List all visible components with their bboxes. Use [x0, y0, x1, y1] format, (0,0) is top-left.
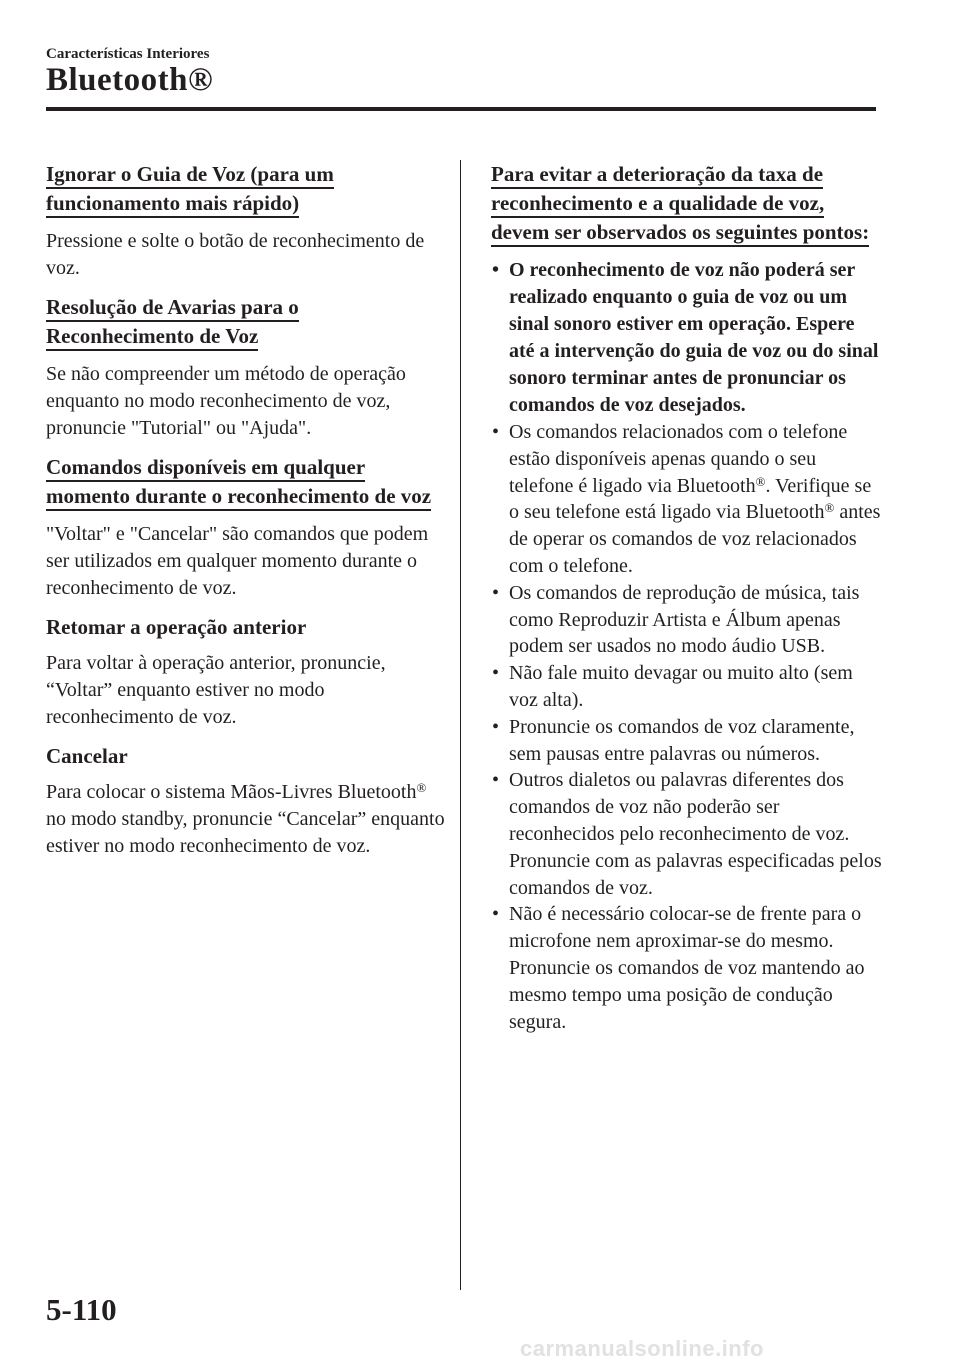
registered-mark: ® [755, 473, 766, 489]
list-item: • Outros dialetos ou palavras diferentes dos comandos de voz não poderão ser reconhecidos pelo reconhecimento de voz. Pronuncie com as palavras especificadas pelos comandos de voz. [492, 769, 882, 899]
cancel-heading: Cancelar [46, 744, 128, 768]
go-back-heading: Retomar a operação anterior [46, 615, 307, 639]
watermark: carmanualsonline.info [520, 1336, 764, 1361]
list-item: • O reconhecimento de voz não poderá ser realizado enquanto o guia de voz ou um sinal sonoro estiver em operação. Espere até a intervenção do guia de voz ou do sinal sonoro terminar antes de pronunciar os comandos de voz desejados. [492, 259, 879, 416]
list-item: • Pronuncie os comandos de voz claramente, sem pausas entre palavras ou números. [492, 715, 855, 765]
skip-voice-guide-heading: Ignorar o Guia de Voz (para um funcionamento mais rápido) [46, 160, 448, 218]
list-item: • Os comandos de reprodução de música, tais como Reproduzir Artista e Álbum apenas podem ser usados no modo áudio USB. [492, 581, 860, 658]
recognition-tips-heading: Para evitar a deterioração da taxa de reconhecimento e a qualidade de voz, devem ser observados os seguintes pontos: [491, 160, 883, 247]
bullet-icon: • [492, 903, 500, 926]
title-rule [46, 107, 876, 111]
cancel-text: Para colocar o sistema Mãos-Livres Bluetooth® no modo standby, pronuncie “Cancelar” enquanto estiver no modo reconhecimento de voz. [46, 780, 445, 857]
list-item: • Não fale muito devagar ou muito alto (sem voz alta). [492, 662, 853, 711]
troubleshooting-heading: Resolução de Avarias para o Reconhecimento de Voz [46, 293, 448, 351]
list-item: • Não é necessário colocar-se de frente para o microfone nem aproximar-se do mesmo. Pronuncie os comandos de voz mantendo ao mesmo tempo uma posição de condução segura. [492, 903, 865, 1033]
anytime-commands-text: "Voltar" e "Cancelar" são comandos que podem ser utilizados em qualquer momento durante o reconhecimento de voz. [46, 523, 429, 599]
bullet-icon: • [492, 662, 500, 685]
registered-mark: ® [416, 780, 427, 795]
troubleshooting-text: Se não compreender um método de operação enquanto no modo reconhecimento de voz, pronuncie "Tutorial" ou "Ajuda". [46, 363, 406, 439]
skip-voice-guide-text: Pressione e solte o botão de reconhecimento de voz. [46, 230, 425, 279]
left-column [46, 160, 448, 871]
bullet-icon: • [492, 259, 500, 281]
registered-mark: ® [824, 500, 835, 516]
bullet-icon: • [492, 715, 500, 738]
column-divider [460, 160, 461, 1290]
go-back-text: Para voltar à operação anterior, pronuncie, “Voltar” enquanto estiver no modo reconhecimento de voz. [46, 652, 386, 728]
recognition-tips-list [491, 257, 883, 1035]
right-column [491, 160, 883, 1035]
bullet-icon: • [492, 421, 500, 443]
anytime-commands-heading: Comandos disponíveis em qualquer momento durante o reconhecimento de voz [46, 453, 448, 511]
bullet-icon: • [492, 581, 500, 604]
list-item: • Os comandos relacionados com o telefone estão disponíveis apenas quando o seu telefone é ligado via Bluetooth®. Verifique se o seu telefone está ligado via Bluetooth® antes de operar os comandos de voz relacionados com o telefone. [492, 421, 881, 577]
page-number: 5-110 [46, 1292, 117, 1327]
bullet-icon: • [492, 769, 500, 792]
page-title: Bluetooth® [46, 62, 214, 98]
section-label: Características Interiores [46, 46, 210, 62]
